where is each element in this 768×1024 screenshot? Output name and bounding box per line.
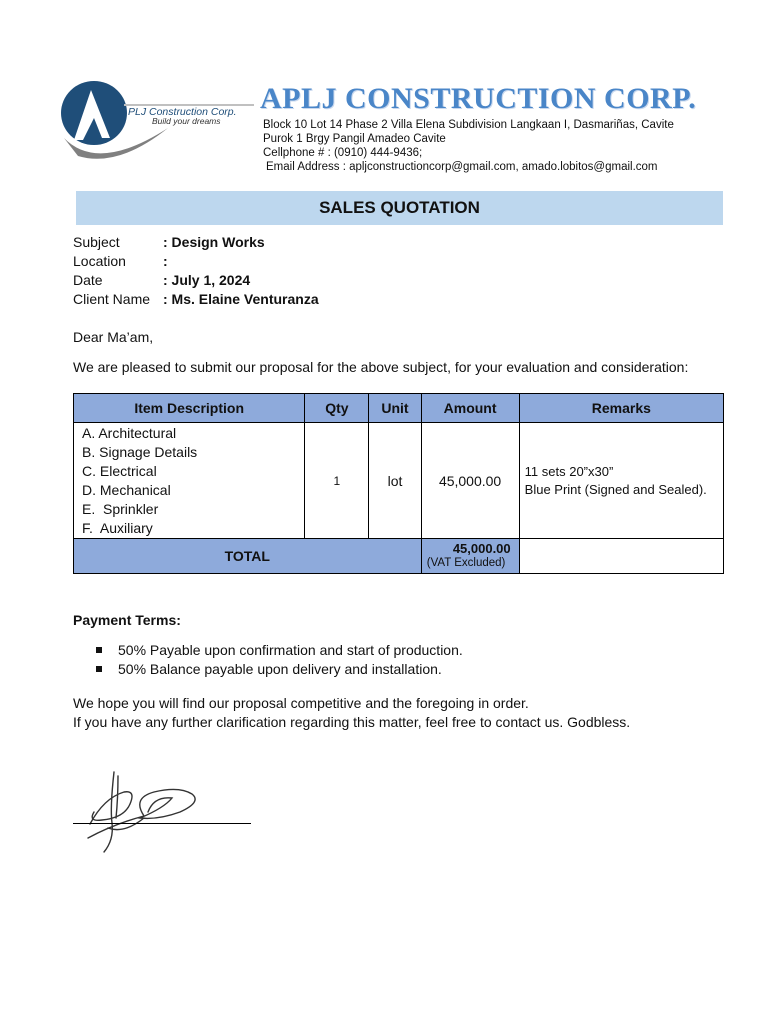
address-line-2: Purok 1 Brgy Pangil Amadeo Cavite <box>263 133 446 145</box>
item-description-cell <box>74 423 305 539</box>
item-line: F. Auxiliary <box>82 520 153 536</box>
location-value: : <box>163 253 168 269</box>
cellphone: Cellphone # : (0910) 444-9436; <box>263 147 423 159</box>
qty-cell: 1 <box>305 423 369 539</box>
logo-tagline: Build your dreams <box>152 116 221 126</box>
total-label: TOTAL <box>74 539 422 574</box>
item-line: C. Electrical <box>82 463 157 479</box>
item-line: B. Signage Details <box>82 444 198 460</box>
payment-term-text: 50% Balance payable upon delivery and installation. <box>118 661 442 677</box>
address-line-1: Block 10 Lot 14 Phase 2 Villa Elena Subdivision Langkaan I, Dasmariñas, Cavite <box>263 119 674 131</box>
unit-cell: lot <box>369 423 421 539</box>
header-qty: Qty <box>305 394 369 423</box>
signature-line <box>73 823 251 824</box>
signature <box>84 768 204 854</box>
client-label: Client Name <box>73 291 151 307</box>
title-banner <box>76 191 723 225</box>
table-header-row <box>74 394 724 423</box>
company-name: APLJ CONSTRUCTION CORP. <box>260 82 697 115</box>
intro-paragraph: We are pleased to submit our proposal for the above subject, for your evaluation and consideration: <box>73 359 689 375</box>
bullet-icon <box>96 647 102 653</box>
total-row <box>74 539 724 574</box>
subject-value: : Design Works <box>163 234 265 250</box>
document-title: SALES QUOTATION <box>319 198 480 217</box>
remarks-line-1: 11 sets 20”x30” <box>524 463 614 479</box>
payment-terms-title: Payment Terms: <box>73 612 181 628</box>
email-address: Email Address : apljconstructioncorp@gmail.com, amado.lobitos@gmail.com <box>266 161 658 173</box>
date-label: Date <box>73 272 103 288</box>
total-amount-cell <box>421 539 519 574</box>
quotation-table <box>73 393 724 574</box>
header-amount: Amount <box>421 394 519 423</box>
payment-term-item <box>96 661 442 677</box>
table-row <box>74 423 724 539</box>
amount-cell: 45,000.00 <box>421 423 519 539</box>
header-remarks: Remarks <box>519 394 723 423</box>
item-line: E. Sprinkler <box>82 501 159 517</box>
item-line: A. Architectural <box>82 425 177 441</box>
remarks-line-2: Blue Print (Signed and Sealed). <box>524 481 707 497</box>
vat-note: (VAT Excluded) <box>426 557 506 569</box>
logo-text: PLJ Construction Corp. <box>128 106 237 118</box>
bullet-icon <box>96 666 102 672</box>
total-amount: 45,000.00 <box>452 541 511 556</box>
header-unit: Unit <box>369 394 421 423</box>
header-item-description: Item Description <box>74 394 305 423</box>
company-logo <box>58 78 258 166</box>
payment-term-item <box>96 642 463 658</box>
location-label: Location <box>73 253 126 269</box>
total-remarks-empty <box>519 539 723 574</box>
payment-term-text: 50% Payable upon confirmation and start of production. <box>118 642 463 658</box>
item-line: D. Mechanical <box>82 482 171 498</box>
date-value: : July 1, 2024 <box>163 272 251 288</box>
client-value: : Ms. Elaine Venturanza <box>163 291 319 307</box>
greeting: Dear Ma’am, <box>73 329 154 345</box>
remarks-cell <box>519 423 723 539</box>
subject-label: Subject <box>73 234 120 250</box>
closing-line-2: If you have any further clarification regarding this matter, feel free to contact us. Godbless. <box>73 714 631 730</box>
closing-line-1: We hope you will find our proposal competitive and the foregoing in order. <box>73 695 529 711</box>
